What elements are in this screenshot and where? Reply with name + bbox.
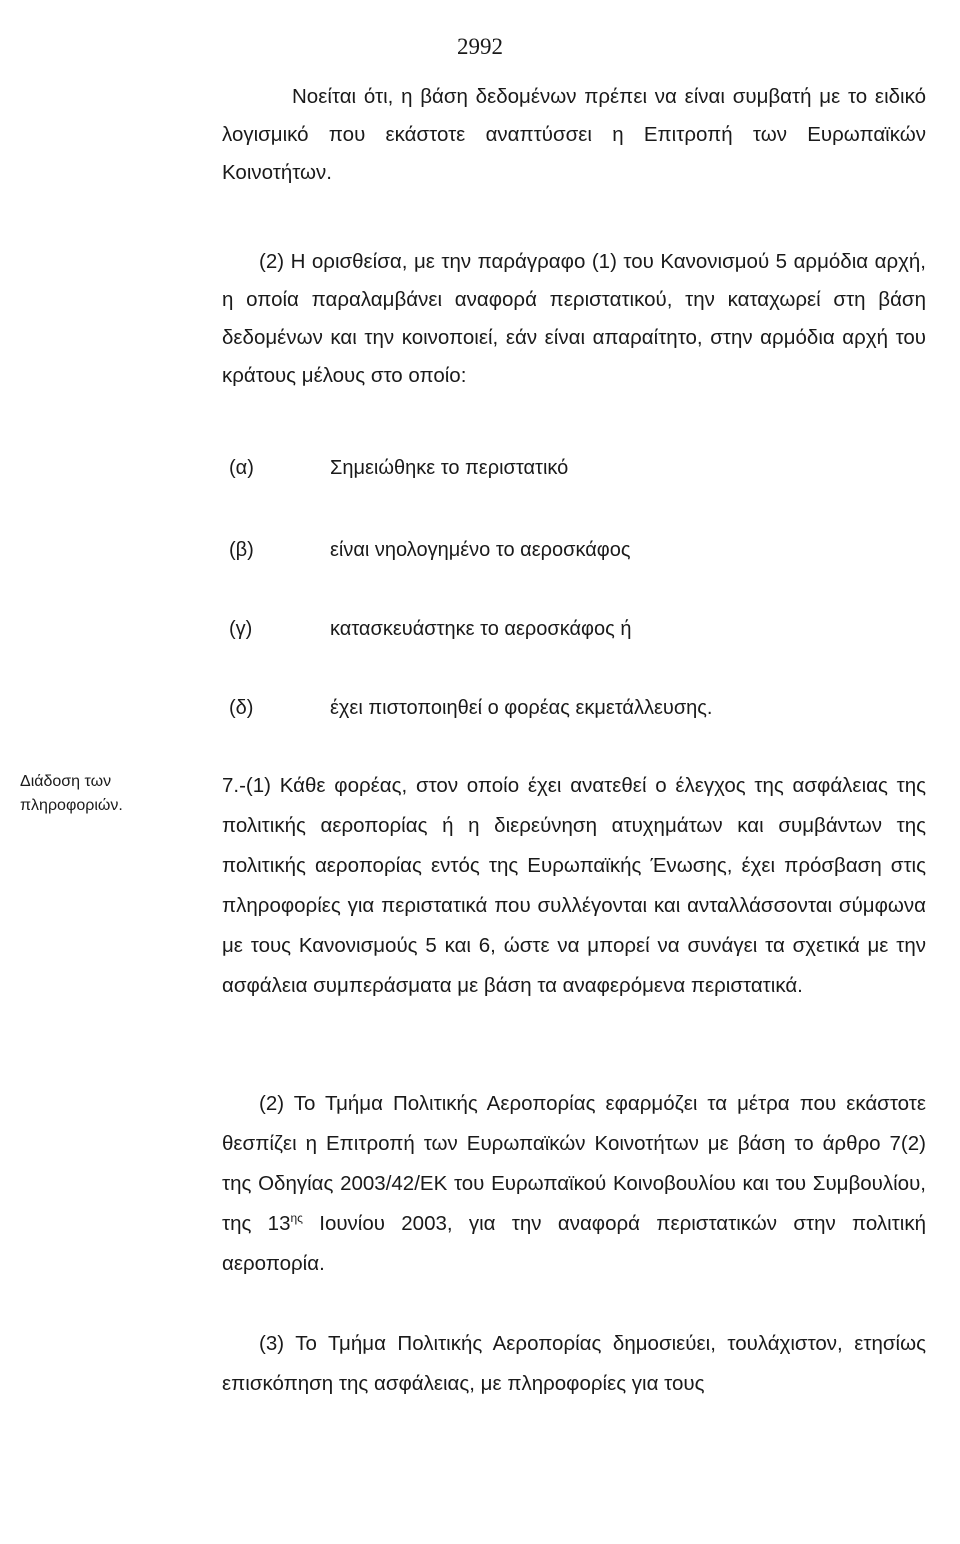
list-item-text: Σημειώθηκε το περιστατικό bbox=[330, 457, 569, 479]
section-7-paragraph-2-text: Ιουνίου 2003, για την αναφορά περιστατικών στην πολιτική αεροπορία. bbox=[222, 1212, 926, 1275]
intro-paragraph: Νοείται ότι, η βάση δεδομένων πρέπει να είναι συμβατή με το ειδικό λογισμικό που εκάστοτε αναπτύσσει η Επιτροπή των Ευρωπαϊκών Κοινοτήτων. bbox=[222, 85, 926, 184]
page-number: 2992 bbox=[457, 34, 503, 59]
margin-note-line: πληροφοριών. bbox=[20, 797, 123, 814]
section-7-paragraph-1: 7.-(1) Κάθε φορέας, στον οποίο έχει ανατεθεί ο έλεγχος της ασφάλειας της πολιτικής αεροπορίας ή η διερεύνηση ατυχημάτων και συμβάντων της πολιτικής αεροπορίας εντός της Ευρωπαϊκής Ένωσης, έχει πρόσβαση στις πληροφορίες για περιστατικά που συλλέγονται και ανταλλάσσονται σύμφωνα με τους Κανονισμούς 5 και 6, ώστε να μπορεί να συνάγει τα σχετικά με την ασφάλεια συμπεράσματα με βάση τα αναφερόμενα περιστατικά. bbox=[222, 774, 926, 997]
margin-note-line: Διάδοση των bbox=[20, 773, 112, 790]
list-item-label: (γ) bbox=[229, 618, 253, 640]
list-item-text: κατασκευάστηκε το αεροσκάφος ή bbox=[330, 618, 632, 640]
paragraph-2: (2) Η ορισθείσα, με την παράγραφο (1) του Κανονισμού 5 αρμόδια αρχή, η οποία παραλαμβάνει αναφορά περιστατικού, την καταχωρεί στη βάση δεδομένων και την κοινοποιεί, εάν είναι απαραίτητο, στην αρμόδια αρχή του κράτους μέλους στο οποίο: bbox=[222, 250, 926, 387]
list-item bbox=[229, 453, 568, 483]
section-7-paragraph-2-text: (2) Το Τμήμα Πολιτικής Αεροπορίας εφαρμόζει τα μέτρα που εκάστοτε θεσπίζει η Επιτροπή των Ευρωπαϊκών Κοινοτήτων με βάση το άρθρο 7(2) της Οδηγίας 2003/42/ΕΚ του Ευρωπαϊκού Κοινοβουλίου και του Συμβουλίου, της 13 bbox=[222, 1092, 926, 1235]
section-7-paragraph-2 bbox=[222, 1084, 926, 1284]
list-item-label: (α) bbox=[229, 457, 254, 479]
margin-note bbox=[20, 770, 200, 818]
list-item-label: (δ) bbox=[229, 697, 254, 719]
list-item bbox=[229, 535, 631, 565]
list-item bbox=[229, 693, 713, 723]
list-item-text: έχει πιστοποιηθεί ο φορέας εκμετάλλευσης. bbox=[330, 697, 713, 719]
ordinal-superscript: ης bbox=[290, 1211, 303, 1226]
list-item bbox=[229, 614, 631, 644]
list-item-label: (β) bbox=[229, 539, 254, 561]
section-7-paragraph-3: (3) Το Τμήμα Πολιτικής Αεροπορίας δημοσιεύει, τουλάχιστον, ετησίως επισκόπηση της ασφάλειας, με πληροφορίες για τους bbox=[222, 1332, 926, 1395]
list-item-text: είναι νηολογημένο το αεροσκάφος bbox=[330, 539, 631, 561]
